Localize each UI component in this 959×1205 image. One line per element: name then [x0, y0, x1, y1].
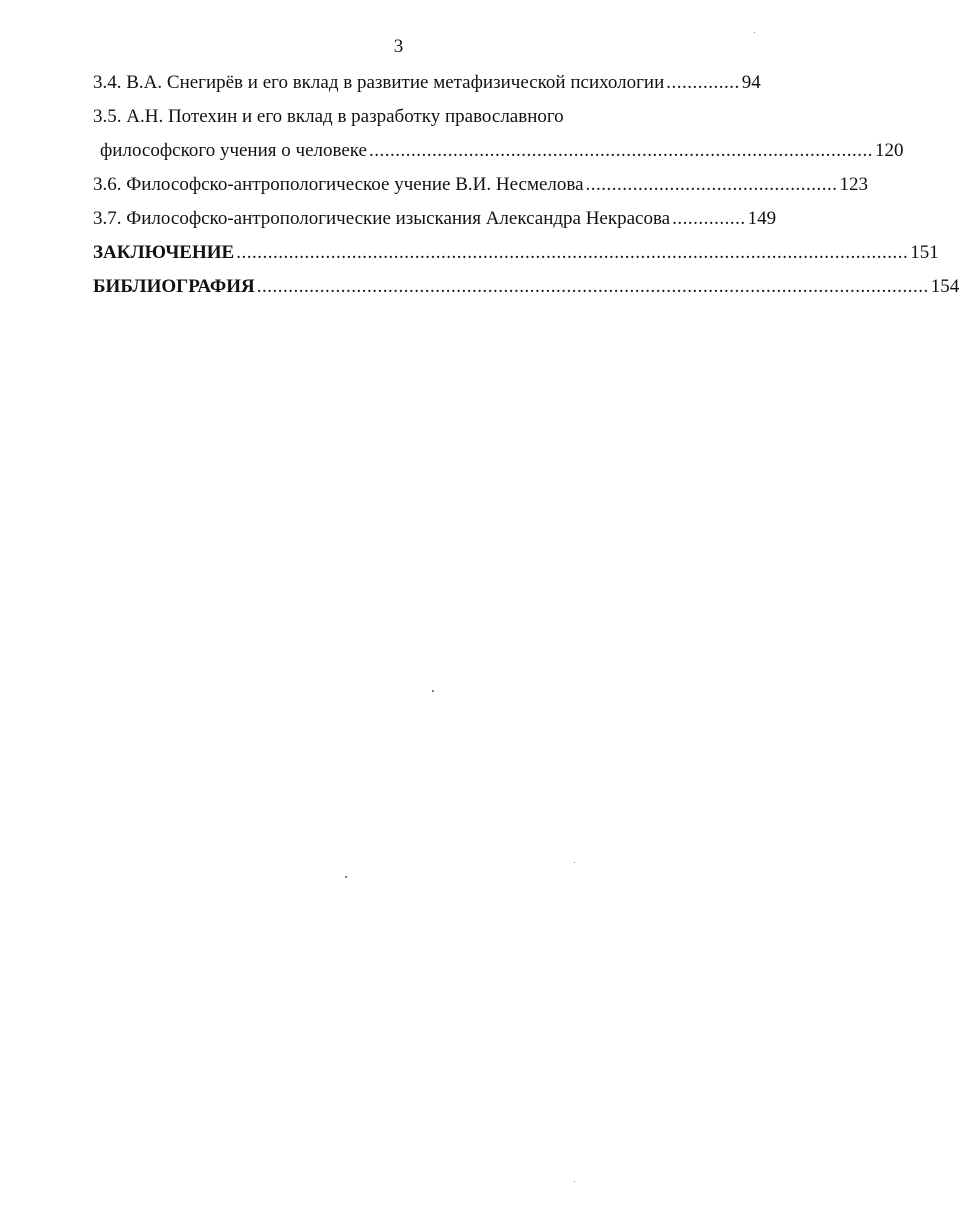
toc-dot-leader: ................................................................................................................................ [256, 276, 929, 297]
toc-dot-leader: .............. [672, 208, 746, 229]
scan-speck [574, 862, 575, 863]
scan-speck [574, 1181, 575, 1182]
toc-entry-3-5-continuation [93, 134, 904, 168]
toc-dot-leader: ................................................................................................ [368, 140, 873, 161]
toc-entry-page: 120 [875, 134, 904, 168]
toc-dot-leader: ................................................................................................................................ [236, 242, 909, 263]
toc-entry-3-5 [93, 100, 741, 134]
toc-dot-leader: .............. [666, 72, 740, 93]
toc-entry-page: 154 [931, 270, 959, 304]
toc-entry-page: 94 [742, 66, 761, 100]
toc-entry-conclusion [93, 236, 939, 270]
toc-entry-bibliography [93, 270, 959, 304]
toc-entry-title: 3.7. Философско-антропологические изыскания Александра Некрасова [93, 208, 671, 229]
toc-entry-page: 123 [840, 168, 869, 202]
table-of-contents [93, 66, 959, 304]
toc-entry-3-4 [93, 66, 761, 100]
toc-entry-title: философского учения о человеке [100, 140, 367, 161]
scan-speck [754, 32, 755, 33]
toc-entry-page: 151 [910, 236, 939, 270]
toc-entry-title: 3.6. Философско-антропологическое учение В.И. Несмелова [93, 174, 584, 195]
toc-entry-3-6 [93, 168, 869, 202]
toc-dot-leader: ................................................ [585, 174, 838, 195]
toc-entry-title: 3.4. В.А. Снегирёв и его вклад в развитие метафизической психологии [93, 72, 665, 93]
page-number: 3 [393, 36, 404, 57]
scan-speck [432, 690, 434, 692]
toc-entry-3-7 [93, 202, 777, 236]
scan-speck [345, 876, 347, 878]
toc-entry-page: 149 [748, 202, 777, 236]
toc-entry-title: 3.5. А.Н. Потехин и его вклад в разработку православного [93, 106, 564, 127]
toc-entry-title: БИБЛИОГРАФИЯ [93, 276, 255, 297]
toc-entry-title: ЗАКЛЮЧЕНИЕ [93, 242, 235, 263]
